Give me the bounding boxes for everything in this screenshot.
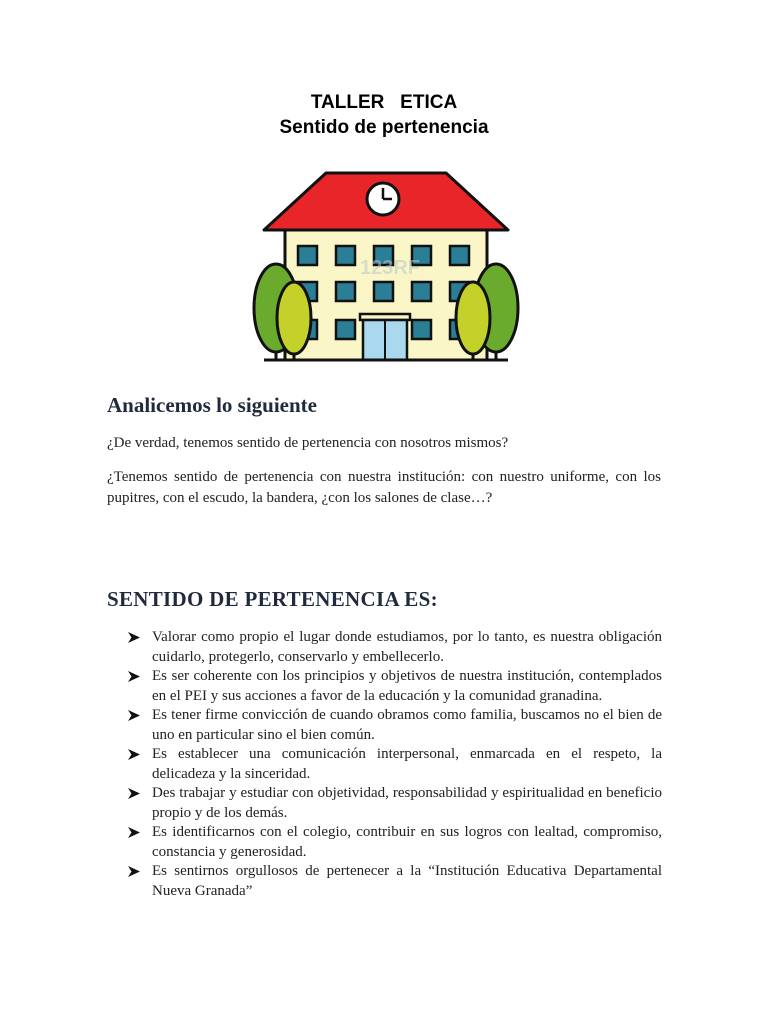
list-item-text: Es sentirnos orgullosos de pertenecer a la “Institución Educativa Departamental Nueva Granada” bbox=[152, 863, 662, 899]
list-item-text: Des trabajar y estudiar con objetividad, responsabilidad y espiritualidad en beneficio propio y de los demás. bbox=[152, 785, 662, 821]
school-building-icon bbox=[250, 168, 520, 364]
question-paragraph-2: ¿Tenemos sentido de pertenencia con nuestra institución: con nuestro uniforme, con los pupitres, con el escudo, la bandera, ¿con los salones de clase…? bbox=[107, 469, 661, 506]
section-heading-analicemos: Analicemos lo siguiente bbox=[107, 393, 317, 417]
arrow-bullet-icon bbox=[128, 632, 140, 643]
list-item-text: Es tener firme convicción de cuando obramos como familia, buscamos no el bien de uno en particular sino el bien común. bbox=[152, 707, 662, 743]
watermark-text: 123RF bbox=[359, 257, 421, 279]
arrow-bullet-icon bbox=[128, 827, 140, 838]
definition-list bbox=[128, 627, 662, 900]
document-subtitle: Sentido de pertenencia bbox=[279, 117, 489, 138]
list-item bbox=[128, 783, 662, 823]
list-item bbox=[128, 627, 662, 667]
list-item bbox=[128, 744, 662, 784]
question-paragraph-1: ¿De verdad, tenemos sentido de pertenencia con nosotros mismos? bbox=[107, 435, 509, 451]
list-item-text: Es establecer una comunicación interpersonal, enmarcada en el respeto, la delicadeza y la sinceridad. bbox=[152, 746, 662, 782]
arrow-bullet-icon bbox=[128, 710, 140, 721]
arrow-bullet-icon bbox=[128, 671, 140, 682]
list-item bbox=[128, 666, 662, 706]
list-item bbox=[128, 822, 662, 862]
list-item-text: Valorar como propio el lugar donde estudiamos, por lo tanto, es nuestra obligación cuidarlo, protegerlo, conservarlo y embellecerlo. bbox=[152, 629, 662, 665]
arrow-bullet-icon bbox=[128, 749, 140, 760]
section-heading-sentido: SENTIDO DE PERTENENCIA ES: bbox=[107, 587, 438, 611]
arrow-bullet-icon bbox=[128, 866, 140, 877]
arrow-bullet-icon bbox=[128, 788, 140, 799]
list-item-text: Es identificarnos con el colegio, contribuir en sus logros con lealtad, compromiso, constancia y generosidad. bbox=[152, 824, 662, 860]
list-item-text: Es ser coherente con los principios y objetivos de nuestra institución, contemplados en el PEI y sus acciones a favor de la educación y la comunidad granadina. bbox=[152, 668, 662, 704]
list-item bbox=[128, 705, 662, 745]
document-title: TALLER ETICA bbox=[310, 92, 458, 113]
clock-icon bbox=[367, 183, 399, 215]
door-icon bbox=[360, 314, 410, 360]
list-item bbox=[128, 861, 662, 901]
